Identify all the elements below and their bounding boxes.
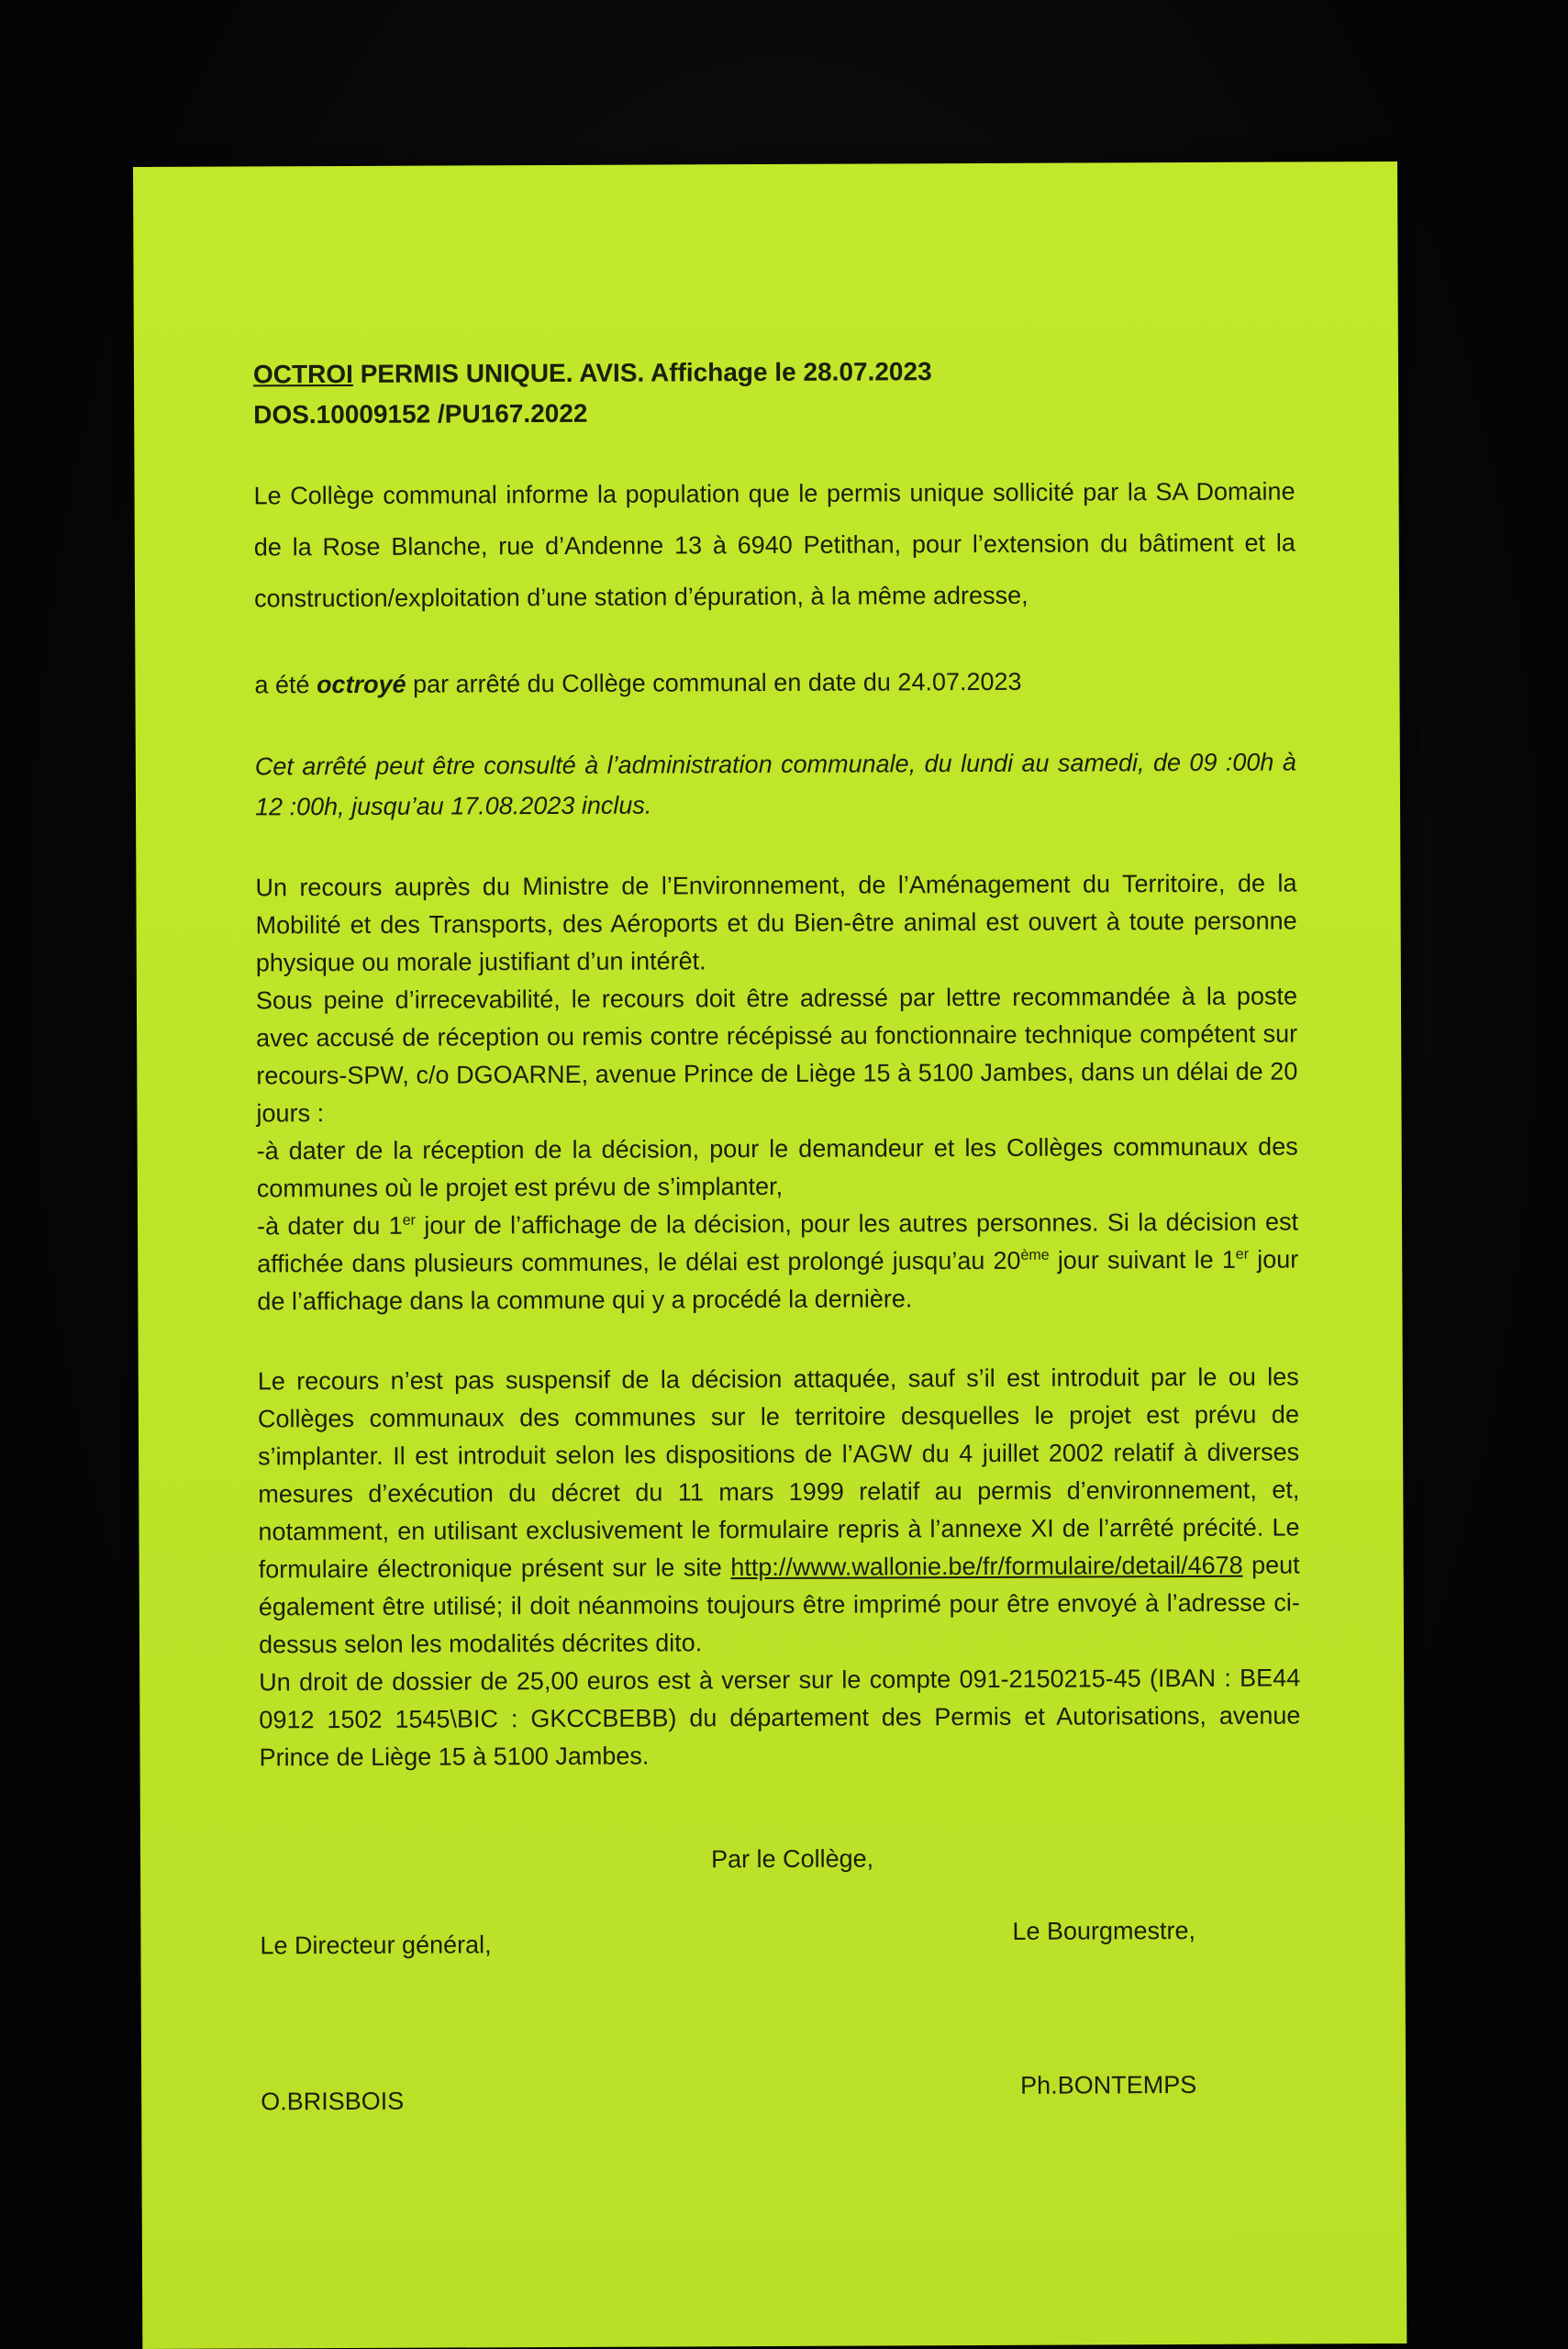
- wallonie-form-link[interactable]: http://www.wallonie.be/fr/formulaire/detail/4678: [730, 1551, 1243, 1582]
- consultation-paragraph: Cet arrêté peut être consulté à l’administration communale, du lundi au samedi, de 09 :00h à 12 :00h, jusqu’au 17.08.2023 inclus.: [254, 748, 1296, 821]
- recours-paragraph-2: Sous peine d’irrecevabilité, le recours doit être adressé par lettre recommandée à la poste avec accusé de réception ou remis contre récépissé au fonctionnaire technique compétent sur recours-SPW, c/o DGOARNE, avenue Prince de Liège 15 à 5100 Jambes, dans un délai de 20 jours :: [255, 982, 1298, 1128]
- dossier-reference: DOS.10009152 /PU167.2022: [253, 398, 588, 429]
- recours-4-part-d: jour de l’affichage dans la commune qui y a procédé la dernière.: [257, 1245, 1299, 1316]
- par-le-college: Par le Collège,: [710, 1844, 874, 1874]
- bourgmestre-title: Le Bourgmestre,: [1012, 1916, 1196, 1945]
- suspensif-section: [258, 1358, 1301, 1776]
- droit-dossier-paragraph: Un droit de dossier de 25,00 euros est à verser sur le compte 091-2150215-45 (IBAN : BE44 0912 1502 1545\BIC : GKCCBEBB) du département des Permis et Autorisations, avenue Prince de Liège 15 à 5100 Jambes.: [259, 1664, 1301, 1772]
- directeur-title: Le Directeur général,: [260, 1931, 492, 1960]
- octroi-emphasis: octroyé: [316, 670, 406, 699]
- octroi-paragraph: [254, 662, 1296, 704]
- heading-octroi: OCTROI: [252, 359, 353, 389]
- notice-sheet: [133, 161, 1407, 2349]
- sup-er-2: er: [1235, 1246, 1250, 1263]
- suspensif-text-a: Le recours n’est pas suspensif de la décision attaquée, sauf s’il est introduit par le ou les Collèges communaux des communes sur le territoire desquelles le projet est prévu de s’implanter. Il est introduit selon les dispositions de l’AGW du 4 juillet 2002 relatif à diverses mesures d’exécution du décret du 11 mars 1999 relatif au permis d’environnement, et, notamment, en utilisant exclusivement le formulaire repris à l’annexe XI de l’arrêté précité. Le formulaire électronique présent sur le site: [257, 1363, 1300, 1584]
- signature-block: [260, 1838, 1302, 2145]
- notice-heading: [253, 350, 1295, 395]
- notice-content: [253, 350, 1303, 2145]
- recours-section: [255, 864, 1298, 1320]
- octroi-suffix: par arrêté du Collège communal en date du 24.07.2023: [406, 667, 1022, 698]
- heading-title: PERMIS UNIQUE. AVIS. Affichage le 28.07.2023: [352, 357, 932, 388]
- recours-paragraph-1: Un recours auprès du Ministre de l’Environnement, de l’Aménagement du Territoire, de la Mobilité et des Transports, des Aéroports et du Bien-être animal est ouvert à toute personne physique ou morale justifiant d’un intérêt.: [255, 869, 1297, 977]
- intro-paragraph: Le Collège communal informe la population que le permis unique sollicité par la SA Domaine de la Rose Blanche, rue d’Andenne 13 à 6940 Petithan, pour l’extension du bâtiment et la construction/exploitation d’une station d’épuration, à la même adresse,: [253, 477, 1296, 613]
- octroi-prefix: a été: [254, 671, 317, 699]
- sup-er-1: er: [402, 1212, 416, 1229]
- recours-4-part-a: -à dater du 1: [256, 1211, 403, 1241]
- suspensif-paragraph: [258, 1358, 1300, 1664]
- suspensif-text-b: peut également être utilisé; il doit néanmoins toujours être imprimé pour être envoyé à l’adresse ci-dessus selon les modalités décrites dito.: [258, 1551, 1300, 1659]
- bourgmestre-name: Ph.BONTEMPS: [1020, 2070, 1197, 2099]
- recours-4-part-c: jour suivant le 1: [1049, 1245, 1236, 1275]
- recours-paragraph-3: -à dater de la réception de la décision, pour le demandeur et les Collèges communaux des communes où le projet est prévu de s’implanter,: [256, 1132, 1298, 1203]
- recours-4-part-b: jour de l’affichage de la décision, pour les autres personnes. Si la décision est affichée dans plusieurs communes, le délai est prolongé jusqu’au 20: [257, 1208, 1299, 1278]
- directeur-name: O.BRISBOIS: [261, 2087, 405, 2116]
- recours-paragraph-4: [257, 1203, 1299, 1320]
- sup-eme: ème: [1020, 1247, 1050, 1264]
